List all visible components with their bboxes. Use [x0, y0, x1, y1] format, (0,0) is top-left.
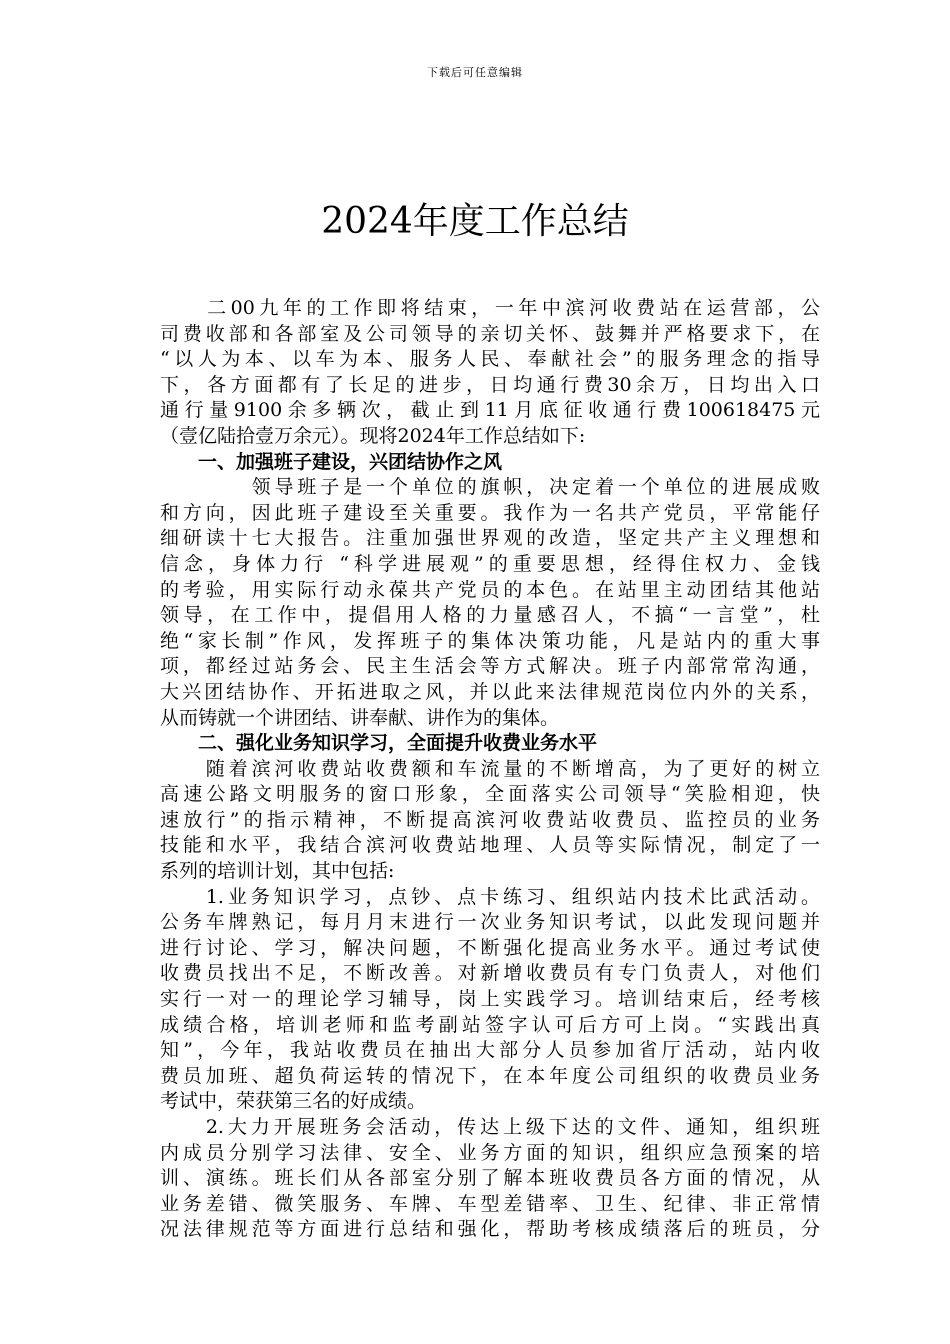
body-line: 内成员分别学习法律、安全、业务方面的知识，组织应急预案的培	[160, 1141, 820, 1164]
body-line: 高速公路文明服务的窗口形象，全面落实公司领导“笑脸相迎，快	[160, 783, 820, 806]
body-line: 的考验，用实际行动永葆共产党员的本色。在站里主动团结其他站	[160, 578, 820, 601]
body-line: 成绩合格，培训老师和监考副站签字认可后方可上岗。“实践出真	[160, 1013, 820, 1036]
body-line: 通行量9100余多辆次，截止到11月底征收通行费100618475元	[160, 399, 820, 422]
section-heading: 一、加强班子建设，兴团结协作之风	[160, 450, 503, 473]
body-line: 技能和水平，我结合滨河收费站地理、人员等实际情况，制定了一	[160, 834, 820, 857]
body-line: 费员加班、超负荷运转的情况下，在本年度公司组织的收费员业务	[160, 1064, 820, 1087]
document-body	[160, 296, 820, 1243]
body-line: 训、演练。班长们从各部室分别了解本班收费员各方面的情况，从	[160, 1167, 820, 1190]
body-line: 1.业务知识学习，点钞、点卡练习、组织站内技术比武活动。	[160, 885, 820, 908]
document-title: 2024年度工作总结	[321, 201, 629, 242]
body-line: 细研读十七大报告。注重加强世界观的改造，坚定共产主义理想和	[160, 527, 820, 550]
body-line: 项，都经过站务会、民主生活会等方式解决。班子内部常常沟通，	[160, 655, 820, 678]
body-line: 业务差错、微笑服务、车牌、车型差错率、卫生、纪律、非正常情	[160, 1192, 820, 1215]
body-line: 随着滨河收费站收费额和车流量的不断增高，为了更好的树立	[160, 757, 820, 780]
body-line: （壹亿陆拾壹万余元）。现将2024年工作总结如下:	[160, 424, 586, 447]
body-line: 领导班子是一个单位的旗帜，决定着一个单位的进展成败	[160, 476, 820, 499]
body-line: 2.大力开展班务会活动，传达上级下达的文件、通知，组织班	[160, 1116, 820, 1138]
body-line: 况法律规范等方面进行总结和强化，帮助考核成绩落后的班员，分	[160, 1218, 820, 1241]
body-line: 实行一对一的理论学习辅导，岗上实践学习。培训结束后，经考核	[160, 988, 820, 1011]
body-line: 绝“家长制”作风，发挥班子的集体决策功能，凡是站内的重大事	[160, 629, 820, 652]
section-heading: 二、强化业务知识学习，全面提升收费业务水平	[160, 732, 598, 755]
body-line: 和方向，因此班子建设至关重要。我作为一名共产党员，平常能仔	[160, 501, 820, 524]
body-line: 大兴团结协作、开拓进取之风，并以此来法律规范岗位内外的关系，	[160, 680, 820, 703]
body-line: 收费员找出不足，不断改善。对新增收费员有专门负责人，对他们	[160, 962, 820, 985]
body-line: 领导，在工作中，提倡用人格的力量感召人，不搞“一言堂”，杜	[160, 604, 820, 627]
body-line: 公务车牌熟记，每月月末进行一次业务知识考试，以此发现问题并	[160, 911, 820, 934]
body-line: 速放行”的指示精神，不断提高滨河收费站收费员、监控员的业务	[160, 808, 820, 831]
body-line: 二00九年的工作即将结束，一年中滨河收费站在运营部，公	[160, 297, 820, 319]
body-line: 知”，今年，我站收费员在抽出大部分人员参加省厅活动，站内收	[160, 1039, 820, 1062]
body-line: 考试中，荣获第三名的好成绩。	[160, 1090, 427, 1113]
header-note: 下载后可任意编辑	[427, 66, 523, 79]
body-line: 进行讨论、学习，解决问题，不断强化提高业务水平。通过考试使	[160, 936, 820, 959]
body-line: 系列的培训计划，其中包括:	[160, 860, 395, 883]
body-line: 从而铸就一个讲团结、讲奉献、讲作为的集体。	[160, 706, 560, 729]
body-line: “以人为本、以车为本、服务人民、奉献社会”的服务理念的指导	[160, 348, 820, 371]
body-line: 下，各方面都有了长足的进步，日均通行费30余万，日均出入口	[160, 373, 820, 396]
body-line: 信念，身体力行 “科学进展观”的重要思想，经得住权力、金钱	[160, 552, 820, 575]
body-line: 司费收部和各部室及公司领导的亲切关怀、鼓舞并严格要求下，在	[160, 322, 820, 345]
